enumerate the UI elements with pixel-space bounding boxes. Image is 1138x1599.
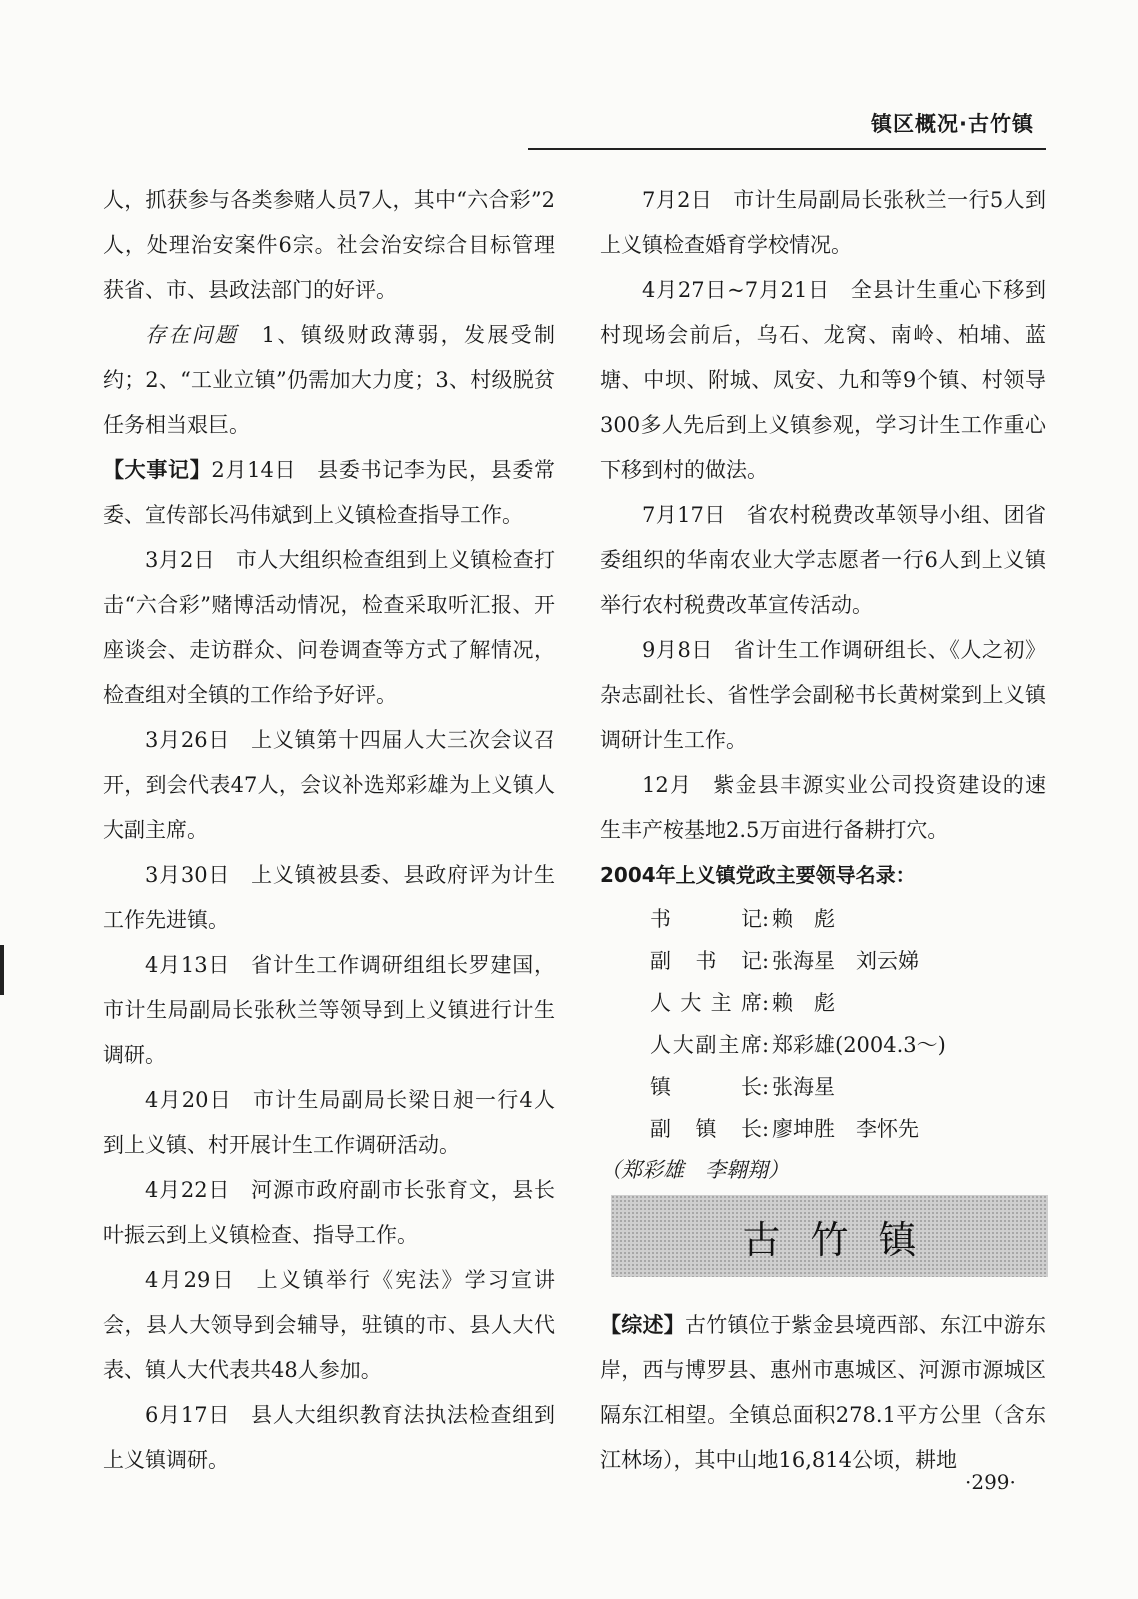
continued-paragraph: 人，抓获参与各类参赌人员7人，其中“六合彩”2人，处理治安案件6宗。社会治安综合目标管理获省、市、县政法部门的好评。: [103, 188, 555, 302]
left-column: [103, 178, 555, 1483]
event-entry: [103, 1078, 555, 1168]
event-date: 9月8日: [642, 638, 713, 662]
leader-names: 张海星: [772, 1075, 835, 1099]
leader-names: 郑彩雄(2004.3～): [772, 1033, 946, 1057]
leader-role: 人大副主席: [650, 1033, 762, 1057]
leader-names: 赖 彪: [772, 991, 835, 1015]
event-date: 3月30日: [145, 863, 231, 887]
event-text: 河源市政府副市长张育文，县长叶振云到上义镇检查、指导工作。: [103, 1178, 555, 1247]
event-text: 上义镇被县委、县政府评为计生工作先进镇。: [103, 863, 555, 932]
leader-names: 张海星 刘云娣: [772, 949, 919, 973]
event-text: 省计生工作调研组组长罗建国，市计生局副局长张秋兰等领导到上义镇进行计生调研。: [103, 953, 555, 1067]
event-entry: [103, 448, 555, 538]
leader-role: 书记: [650, 907, 762, 931]
event-entry: [600, 493, 1046, 628]
event-date: 4月29日: [145, 1268, 236, 1292]
overview-paragraph: [600, 1303, 1046, 1483]
event-date: 7月2日: [642, 188, 713, 212]
leader-row: 人大主席 : 赖 彪: [650, 982, 1046, 1024]
right-column: [600, 178, 1046, 1190]
event-text: 紫金县丰源实业公司投资建设的速生丰产桉基地2.5万亩进行备耕打穴。: [600, 773, 1046, 842]
event-text: 省农村税费改革领导小组、团省委组织的华南农业大学志愿者一行6人到上义镇举行农村税费改革宣传活动。: [600, 503, 1046, 617]
leaders-list: [650, 898, 1046, 1150]
event-entry: [600, 178, 1046, 268]
leader-role: 人大主席: [650, 991, 762, 1015]
page-number: ·299·: [965, 1470, 1016, 1494]
event-date: 4月13日: [145, 953, 231, 977]
event-entry: [103, 1393, 555, 1483]
event-date: 7月17日: [642, 503, 726, 527]
event-entry: [600, 628, 1046, 763]
event-text: 市人大组织检查组到上义镇检查打击“六合彩”赌博活动情况，检查采取听汇报、开座谈会、走访群众、问卷调查等方式了解情况，检查组对全镇的工作给予好评。: [103, 548, 556, 707]
event-date: 4月22日: [145, 1178, 231, 1202]
event-text: 上义镇举行《宪法》学习宣讲会，县人大领导到会辅导，驻镇的市、县人大代表、镇人大代表共48人参加。: [103, 1268, 555, 1382]
event-text: 全县计生重心下移到村现场会前后，乌石、龙窝、南岭、柏埔、蓝塘、中坝、附城、凤安、九和等9个镇、村领导300多人先后到上义镇参观，学习计生工作重心下移到村的做法。: [600, 278, 1047, 482]
issues-text: 1、镇级财政薄弱，发展受制约；2、“工业立镇”仍需加大力度；3、村级脱贫任务相当艰巨。: [103, 323, 556, 437]
running-header: [528, 108, 1046, 150]
event-date: 3月2日: [145, 548, 215, 572]
leader-row: 人大副主席 : 郑彩雄(2004.3～): [650, 1024, 1046, 1066]
overview-tag: 【综述】: [600, 1313, 685, 1337]
event-text: 县人大组织教育法执法检查组到上义镇调研。: [103, 1403, 555, 1472]
section-title-banner: [611, 1195, 1048, 1277]
event-date: 12月: [642, 773, 693, 797]
event-date: 3月26日: [145, 728, 231, 752]
leader-row: 副镇长 : 廖坤胜 李怀先: [650, 1108, 1046, 1150]
issues-label: 存在问题: [145, 323, 239, 347]
header-title: 镇区概况·古竹镇: [871, 112, 1034, 136]
event-date: 4月27日~7月21日: [642, 278, 830, 302]
leader-names: 廖坤胜 李怀先: [772, 1117, 919, 1141]
leader-names: 赖 彪: [772, 907, 835, 931]
event-text: 市计生局副局长张秋兰一行5人到上义镇检查婚育学校情况。: [600, 188, 1046, 257]
issues-paragraph: [103, 313, 555, 448]
event-text: 省计生工作调研组长、《人之初》杂志副社长、省性学会副秘书长黄树棠到上义镇调研计生工作。: [600, 638, 1047, 752]
leader-role: 镇长: [650, 1075, 762, 1099]
section-title: 古竹镇: [742, 1217, 947, 1262]
event-date: 2月14日: [211, 458, 297, 482]
event-text: 县委书记李为民，县委常委、宣传部长冯伟斌到上义镇检查指导工作。: [103, 458, 556, 527]
leader-row: 副书记 : 张海星 刘云娣: [650, 940, 1046, 982]
leader-row: 镇长 : 张海星: [650, 1066, 1046, 1108]
event-entry: [103, 943, 555, 1078]
event-text: 上义镇第十四届人大三次会议召开，到会代表47人，会议补选郑彩雄为上义镇人大副主席。: [103, 728, 555, 842]
event-entry: [103, 538, 555, 718]
event-entry: [600, 268, 1046, 493]
event-entry: [103, 853, 555, 943]
leader-row: 书记 : 赖 彪: [650, 898, 1046, 940]
event-entry: [103, 1258, 555, 1393]
scan-edge-mark: [0, 945, 4, 995]
event-date: 6月17日: [145, 1403, 231, 1427]
event-entry: [103, 1168, 555, 1258]
overview-text: 古竹镇位于紫金县境西部、东江中游东岸，西与博罗县、惠州市惠城区、河源市源城区隔东江相望。全镇总面积278.1平方公里（含东江林场），其中山地16,814公顷，耕地: [600, 1313, 1046, 1472]
leader-role: 副镇长: [650, 1117, 762, 1141]
author-credit: （郑彩雄 李翱翔）: [600, 1158, 789, 1182]
overview-section: [600, 1303, 1046, 1483]
leaders-title: 2004年上义镇党政主要领导名录：: [600, 863, 916, 887]
leader-role: 副书记: [650, 949, 762, 973]
event-date: 4月20日: [145, 1088, 232, 1112]
events-tag: 【大事记】: [103, 458, 212, 482]
event-entry: [103, 718, 555, 853]
event-text: 市计生局副局长梁日昶一行4人到上义镇、村开展计生工作调研活动。: [103, 1088, 555, 1157]
event-entry: [600, 763, 1046, 853]
